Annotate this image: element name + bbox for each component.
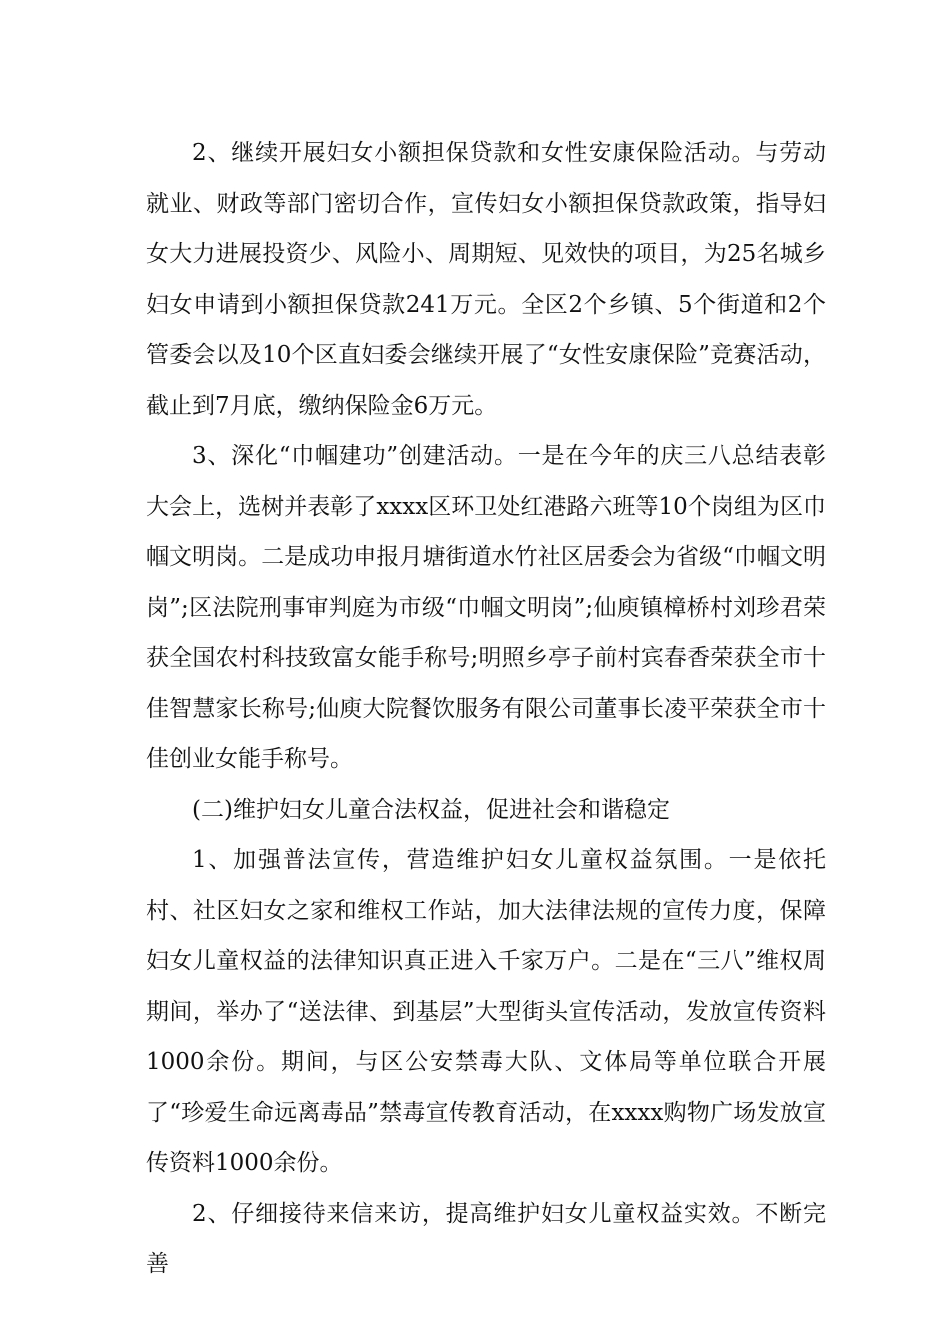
paragraph-loan-insurance: 2、继续开展妇女小额担保贷款和女性安康保险活动。与劳动就业、财政等部门密切合作，宣传妇女小额担保贷款政策，指导妇女大力进展投资少、风险小、周期短、见效快的项目，为25名城乡妇女申请到小额担保贷款241万元。全区2个乡镇、5个街道和2个管委会以及10个区直妇委会继续开展了“女性安康保险”竞赛活动，截止到7月底，缴纳保险金6万元。	[146, 140, 826, 419]
paragraph-letters-visits: 2、仔细接待来信来访，提高维护妇女儿童权益实效。不断完善	[146, 1200, 826, 1277]
section-heading-rights: (二)维护妇女儿童合法权益，促进社会和谐稳定	[192, 796, 670, 823]
document-body	[146, 128, 826, 1290]
paragraph-jinguo-jiangong: 3、深化“巾帼建功”创建活动。一是在今年的庆三八总结表彰大会上，选树并表彰了xxxx区环卫处红港路六班等10个岗组为区巾帼文明岗。二是成功申报月塘街道水竹社区居委会为省级“巾帼文明岗”;区法院刑事审判庭为市级“巾帼文明岗”;仙庾镇樟桥村刘珍君荣获全国农村科技致富女能手称号;明照乡亭子前村宾春香荣获全市十佳智慧家长称号;仙庾大院餐饮服务有限公司董事长凌平荣获全市十佳创业女能手称号。	[146, 443, 826, 772]
paragraph-legal-publicity: 1、加强普法宣传，营造维护妇女儿童权益氛围。一是依托村、社区妇女之家和维权工作站，加大法律法规的宣传力度，保障妇女儿童权益的法律知识真正进入千家万户。二是在“三八”维权周期间，举办了“送法律、到基层”大型街头宣传活动，发放宣传资料1000余份。期间，与区公安禁毒大队、文体局等单位联合开展了“珍爱生命远离毒品”禁毒宣传教育活动，在xxxx购物广场发放宣传资料1000余份。	[146, 847, 826, 1176]
